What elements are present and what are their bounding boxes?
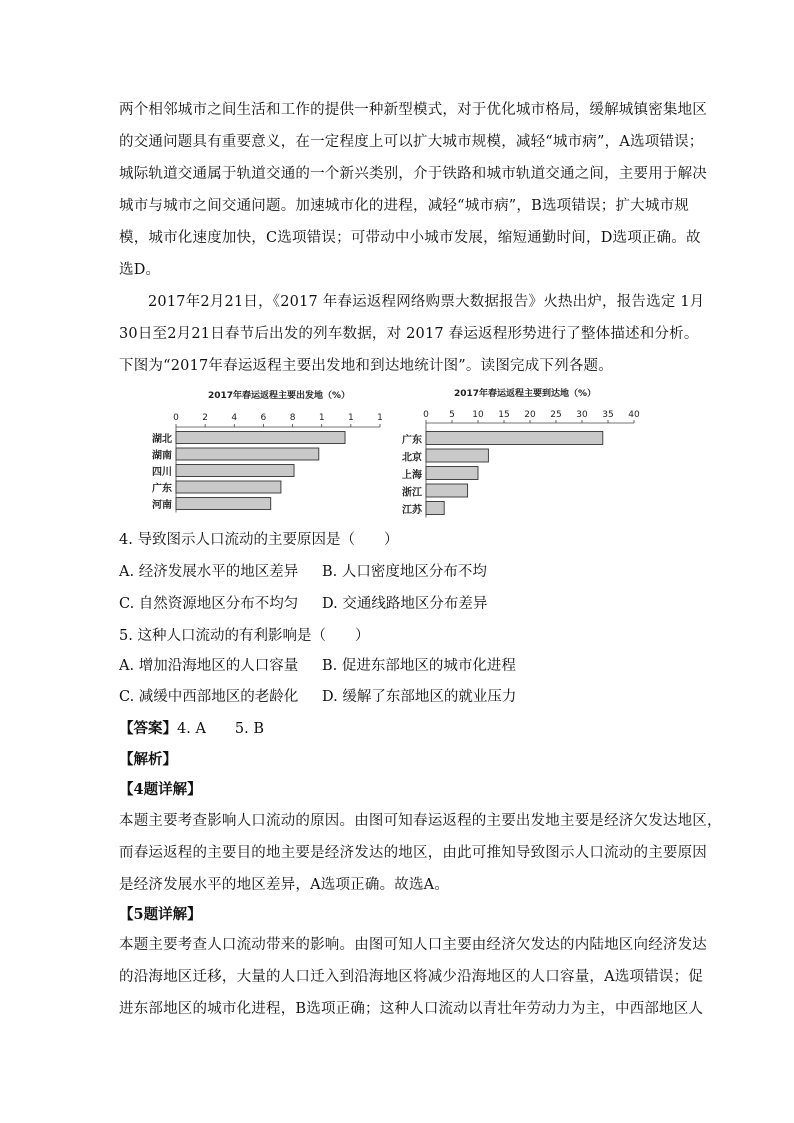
bar — [176, 481, 281, 493]
chart-title: 2017年春运返程主要到达地（%） — [453, 389, 597, 399]
question-4-option-d: D. 交通线路地区分布差异 — [322, 596, 488, 612]
bar — [176, 448, 319, 460]
text-line: 进东部地区的城市化进程，B选项正确；这种人口流动以青壮年劳动力为主，中西部地区人 — [119, 1001, 704, 1017]
x-tick-label: 4 — [231, 413, 238, 423]
x-tick-label: 40 — [628, 410, 640, 420]
text-line: 本题主要考查人口流动带来的影响。由图可知人口主要由经济欠发达的内陆地区向经济发达 — [119, 937, 707, 953]
bar — [426, 432, 603, 445]
x-tick-label: 20 — [524, 410, 536, 420]
answer-text: 4. A 5. B — [177, 721, 265, 737]
detail-5-paragraph — [119, 929, 707, 1025]
x-tick-label: 15 — [498, 410, 510, 420]
text-line: 的沿海地区迁移，大量的人口迁入到沿海地区将减少沿海地区的人口容量，A选项错误；促 — [119, 969, 703, 985]
text-line: 模，城市化速度加快，C选项错误；可带动中小城市发展，缩短通勤时间，D选项正确。故 — [119, 230, 701, 246]
x-tick-label: 30 — [576, 410, 588, 420]
question-4-option-c: C. 自然资源地区分布不均匀 — [119, 596, 299, 612]
x-tick-label: 1 — [377, 413, 383, 423]
context-paragraph — [119, 286, 705, 382]
category-label: 广东 — [152, 483, 172, 495]
question-4-option-b: B. 人口密度地区分布不均 — [322, 564, 487, 580]
category-label: 河南 — [152, 500, 172, 511]
x-tick-label: 1 — [318, 413, 325, 423]
bar — [176, 498, 271, 510]
text-line: 2017年2月21日，《2017 年春运返程网络购票大数据报告》火热出炉，报告选定 1月 — [148, 294, 705, 310]
category-label: 湖北 — [152, 434, 172, 445]
analysis-heading: 【解析】 — [119, 751, 177, 768]
text-line: 下图为“2017年春运返程主要出发地和到达地统计图”。读图完成下列各题。 — [119, 358, 613, 374]
question-5-option-b: B. 促进东部地区的城市化进程 — [322, 658, 516, 674]
category-label: 北京 — [402, 452, 422, 464]
x-tick-label: 25 — [550, 410, 562, 420]
question-4-stem: 4. 导致图示人口流动的主要原因是（ ） — [119, 532, 399, 548]
category-label: 四川 — [152, 467, 172, 478]
category-label: 上海 — [402, 470, 422, 481]
text-line: 选D。 — [119, 262, 161, 278]
question-5-option-a: A. 增加沿海地区的人口容量 — [119, 658, 299, 674]
x-tick-label: 6 — [260, 413, 267, 423]
x-tick-label: 8 — [289, 413, 296, 423]
category-label: 湖南 — [152, 450, 172, 462]
bar — [426, 484, 468, 497]
x-tick-label: 2 — [202, 413, 209, 423]
detail-4-heading: 【4题详解】 — [119, 781, 202, 798]
bar — [426, 502, 444, 515]
x-tick-label: 0 — [423, 410, 429, 420]
intro-paragraph — [119, 94, 707, 286]
text-line: 而春运返程的主要目的地主要是经济发达的地区，由此可推知导致图示人口流动的主要原因 — [119, 845, 707, 861]
x-tick-label: 10 — [472, 410, 484, 420]
answer-line — [119, 717, 264, 738]
x-tick-label: 1 — [347, 413, 354, 423]
bar — [176, 432, 345, 444]
detail-4-paragraph — [119, 805, 722, 901]
answer-label: 【答案】 — [119, 720, 177, 737]
text-line: 30日至2月21日春节后出发的列车数据，对 2017 春运返程形势进行了整体描述和分析。 — [119, 326, 699, 342]
text-line: 本题主要考查影响人口流动的原因。由图可知春运返程的主要出发地主要是经济欠发达地区， — [119, 813, 722, 829]
category-label: 广东 — [402, 435, 422, 446]
text-line: 城际轨道交通属于轨道交通的一个新兴类别，介于铁路和城市轨道交通之间，主要用于解决 — [119, 166, 707, 182]
bar — [176, 465, 294, 477]
detail-5-heading: 【5题详解】 — [119, 906, 202, 923]
question-5-stem: 5. 这种人口流动的有利影响是（ ） — [119, 628, 370, 644]
x-tick-label: 35 — [602, 410, 614, 420]
text-line: 是经济发展水平的地区差异，A选项正确。故选A。 — [119, 877, 450, 893]
chart-title: 2017年春运返程主要出发地（%） — [207, 391, 351, 401]
x-tick-label: 5 — [449, 410, 455, 420]
question-5-option-d: D. 缓解了东部地区的就业压力 — [322, 689, 517, 705]
bar — [426, 467, 478, 480]
text-line: 城市与城市之间交通问题。加速城市化的进程，减轻“城市病”，B选项错误；扩大城市规 — [119, 198, 689, 214]
text-line: 的交通问题具有重要意义，在一定程度上可以扩大城市规模，减轻“城市病”，A选项错误； — [119, 134, 704, 150]
statistics-charts — [0, 380, 794, 520]
text-line: 两个相邻城市之间生活和工作的提供一种新型模式，对于优化城市格局，缓解城镇密集地区 — [119, 102, 707, 118]
x-tick-label: 0 — [173, 413, 179, 423]
bar — [426, 449, 488, 462]
question-5-option-c: C. 减缓中西部地区的老龄化 — [119, 689, 299, 705]
category-label: 浙江 — [402, 487, 422, 499]
question-4-option-a: A. 经济发展水平的地区差异 — [119, 564, 299, 580]
category-label: 江苏 — [402, 505, 422, 516]
